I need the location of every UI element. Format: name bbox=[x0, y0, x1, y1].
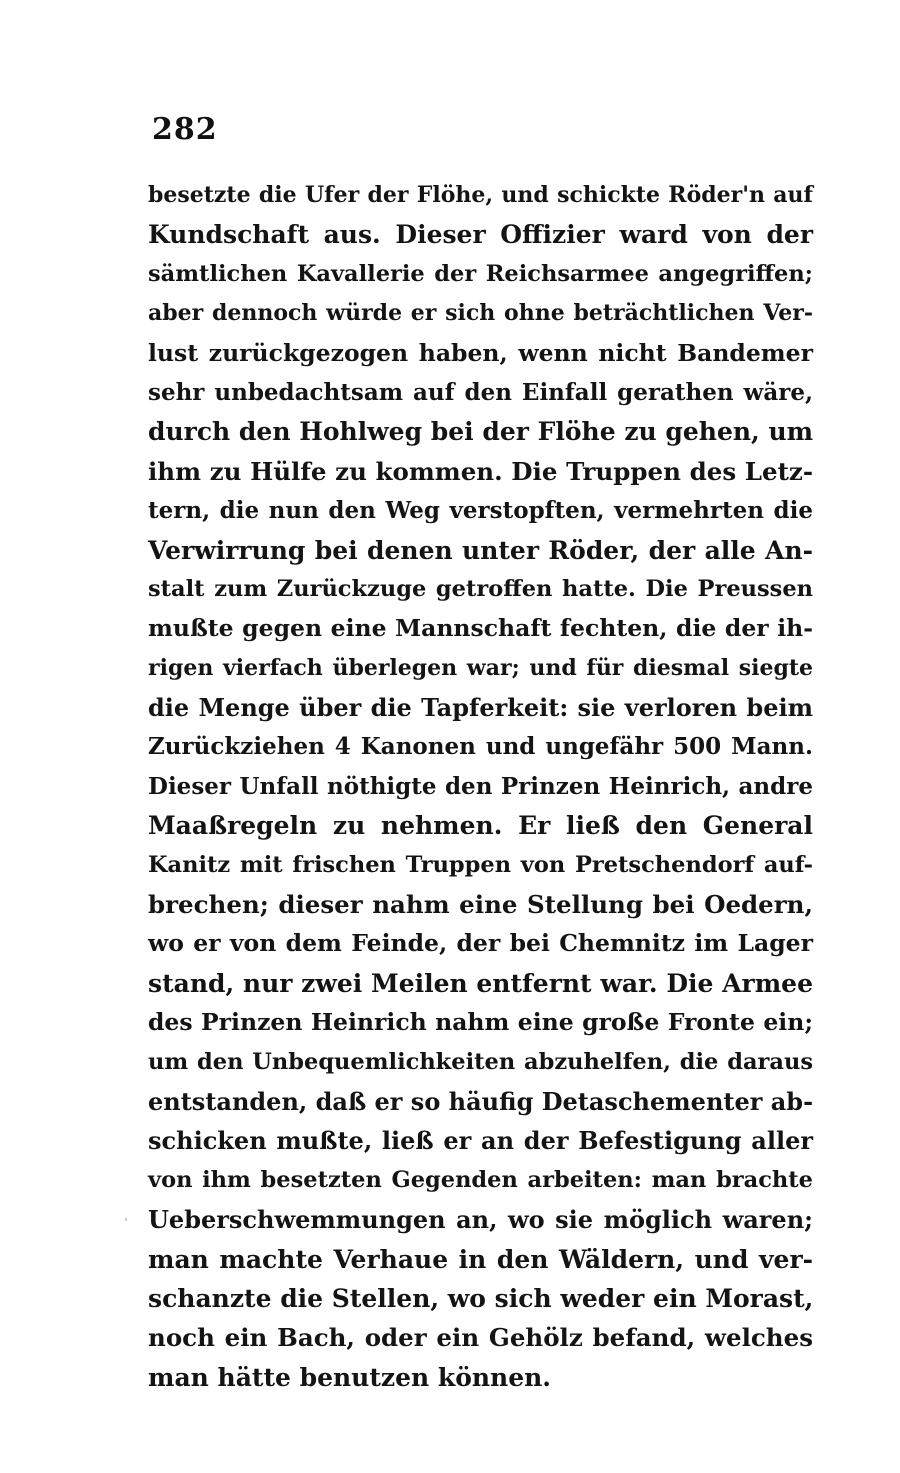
text-line: brechen; dieser nahm eine Stellung bei Oedern, bbox=[148, 890, 813, 920]
text-line: aber dennoch würde er sich ohne beträchtlichen Ver- bbox=[148, 300, 813, 327]
margin-speck bbox=[125, 1218, 127, 1221]
text-line: des Prinzen Heinrich nahm eine große Fronte ein; bbox=[148, 1008, 813, 1037]
text-line: Zurückziehen 4 Kanonen und ungefähr 500 Mann. bbox=[148, 733, 813, 761]
page-number: 282 bbox=[152, 112, 218, 147]
text-line: rigen vierfach überlegen war; und für diesmal siegte bbox=[148, 654, 813, 681]
body-text bbox=[148, 176, 813, 1397]
text-line: Dieser Unfall nöthigte den Prinzen Heinrich, andre bbox=[148, 772, 813, 800]
text-line: durch den Hohlweg bei der Flöhe zu gehen, um bbox=[148, 417, 814, 447]
text-line: Kundschaft aus. Dieser Offizier ward von der bbox=[148, 220, 813, 250]
text-line: besetzte die Ufer der Flöhe, und schickte Röder'n auf bbox=[148, 182, 813, 208]
text-line: mußte gegen eine Mannschaft fechten, die der ih- bbox=[148, 614, 813, 643]
text-line: schanzte die Stellen, wo sich weder ein Morast, bbox=[148, 1283, 814, 1313]
text-line: entstanden, daß er so häufig Detaschementer ab- bbox=[148, 1086, 814, 1116]
text-line: stalt zum Zurückzuge getroffen hatte. Die Preussen bbox=[148, 575, 813, 602]
text-line: Verwirrung bei denen unter Röder, der alle An- bbox=[148, 535, 813, 565]
text-line: wo er von dem Feinde, der bei Chemnitz im Lager bbox=[148, 929, 813, 958]
text-line: um den Unbequemlichkeiten abzuhelfen, die daraus bbox=[148, 1048, 813, 1075]
text-line: stand, nur zwei Meilen entfernt war. Die Armee bbox=[148, 968, 813, 998]
text-line: man machte Verhaue in den Wäldern, und ver- bbox=[148, 1244, 813, 1274]
text-line: die Menge über die Tapferkeit: sie verloren beim bbox=[148, 693, 813, 723]
text-line: noch ein Bach, oder ein Gehölz befand, welches bbox=[148, 1323, 813, 1353]
text-line: Ueberschwemmungen an, wo sie möglich waren; bbox=[148, 1205, 813, 1235]
text-line: schicken mußte, ließ er an der Befestigung aller bbox=[148, 1126, 813, 1156]
text-line: sehr unbedachtsam auf den Einfall gerathen wäre, bbox=[148, 378, 813, 406]
text-line-last: man hätte benutzen können. bbox=[148, 1362, 552, 1392]
text-line: ihm zu Hülfe zu kommen. Die Truppen des Letz- bbox=[148, 456, 813, 486]
text-line: tern, die nun den Weg verstopften, vermehrten die bbox=[148, 497, 813, 525]
text-line: Kanitz mit frischen Truppen von Pretschendorf auf- bbox=[148, 851, 813, 878]
text-line: Maaßregeln zu nehmen. Er ließ den General bbox=[148, 811, 813, 841]
text-line: sämtlichen Kavallerie der Reichsarmee angegriffen; bbox=[148, 260, 813, 287]
text-line: von ihm besetzten Gegenden arbeiten: man brachte bbox=[148, 1166, 813, 1193]
text-line: lust zurückgezogen haben, wenn nicht Bandemer bbox=[148, 338, 813, 367]
